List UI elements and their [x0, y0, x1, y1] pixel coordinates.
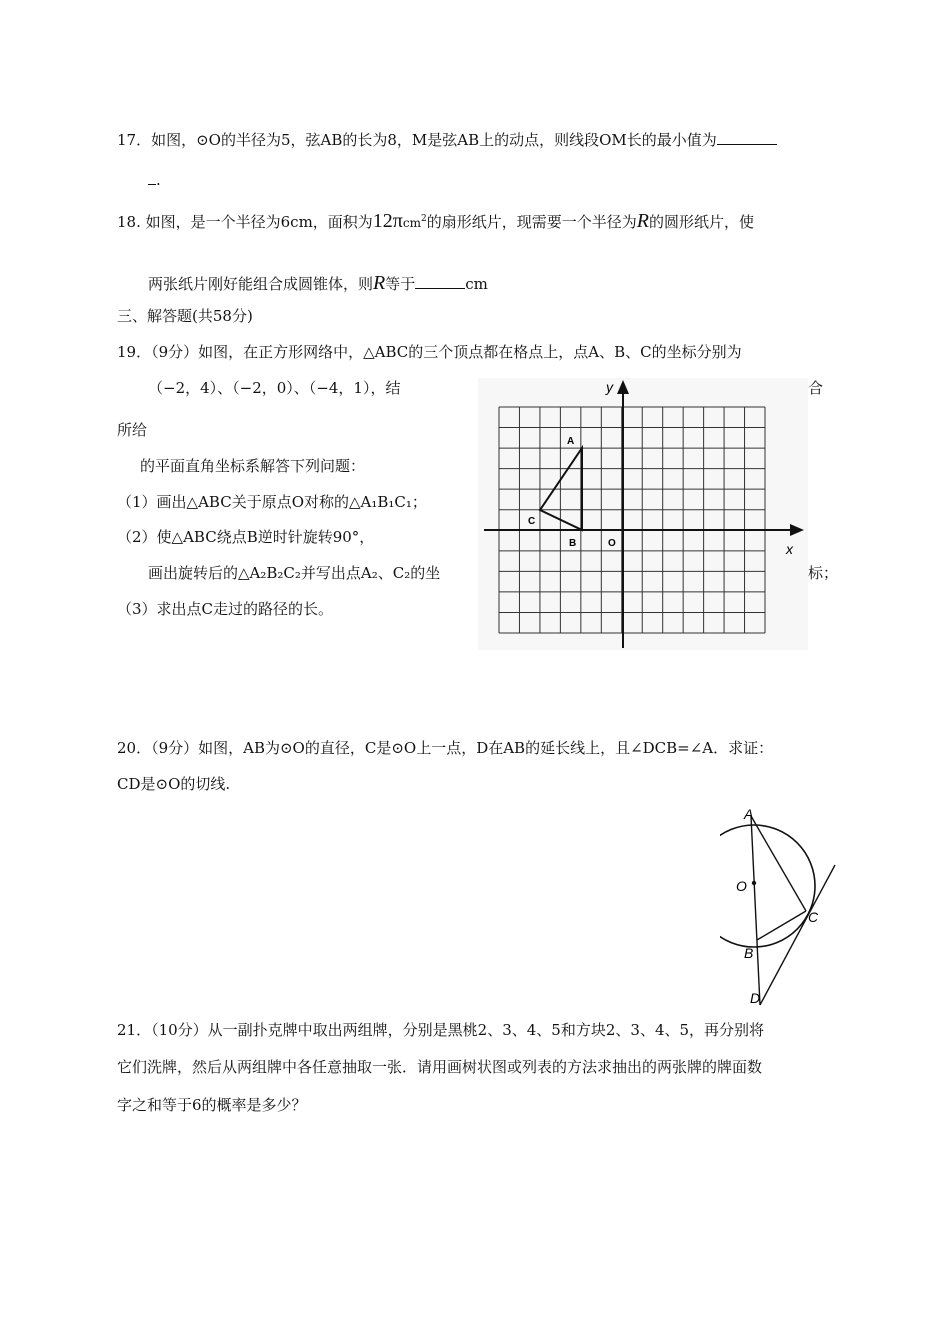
q17-answer-blank[interactable] [717, 130, 777, 145]
y-axis-label: y [606, 379, 613, 395]
q19-item2b-left: 画出旋转后的△A₂B₂C₂并写出点A₂、C₂的坐 [148, 564, 441, 582]
q18-text-c: 的圆形纸片，使 [648, 213, 754, 231]
q18-text-a: 18. 如图，是一个半径为6cm，面积为 [117, 213, 373, 231]
q19-item3: （3）求出点C走过的路径的长。 [117, 600, 334, 618]
q18-unit2: cm [465, 275, 488, 293]
q18-answer-blank[interactable] [415, 274, 465, 289]
center-dot [752, 881, 756, 885]
q17-line1 [117, 130, 777, 150]
q19-line1: 19．（9分）如图，在正方形网络中，△ABC的三个顶点都在格点上，点A、B、C的坐标分别为 [117, 343, 742, 361]
q20-line2: CD是⊙O的切线. [117, 775, 231, 793]
q20-circle-figure [720, 800, 850, 1010]
section-heading: 三、解答题(共58分) [117, 307, 253, 325]
q19-item1: （1）画出△ABC关于原点O对称的△A₁B₁C₁； [117, 493, 427, 511]
q18-text-b: 的扇形纸片，现需要一个半径为 [426, 213, 637, 231]
q17-answer-blank-cont[interactable] [148, 170, 156, 185]
fig-label-o: O [736, 878, 747, 894]
fig-label-c: C [808, 909, 819, 925]
q18-var-r: R [636, 210, 649, 232]
q17-line2 [148, 170, 161, 190]
q20-line1: 20．（9分）如图，AB为⊙O的直径，C是⊙O上一点，D在AB的延长线上，且∠DCB=∠A．求证： [117, 739, 774, 757]
q19-line2-right: 合 [808, 379, 824, 397]
chord-bc [757, 911, 806, 940]
q21-line2: 它们洗牌，然后从两组牌中各任意抽取一张．请用画树状图或列表的方法求抽出的两张牌的牌面数 [117, 1058, 763, 1076]
fig-label-a: A [744, 806, 754, 822]
q21-line1: 21．（10分）从一副扑克牌中取出两组牌，分别是黑桃2、3、4、5和方块2、3、4、5，再分别将 [117, 1021, 765, 1039]
fig-label-b: B [744, 945, 754, 961]
grid-background [478, 378, 808, 650]
q17-text: 17．如图，⊙O的半径为5，弦AB的长为8，M是弦AB上的动点，则线段OM长的最小值为 [117, 131, 717, 149]
q18-text-2a: 两张纸片刚好能组合成圆锥体，则 [148, 275, 374, 293]
label-o: O [608, 538, 616, 549]
q19-line4: 的平面直角坐标系解答下列问题： [140, 457, 366, 475]
q18-line1 [117, 205, 754, 237]
q19-grid-figure [478, 378, 808, 650]
label-a: A [567, 436, 575, 447]
label-c: C [528, 516, 536, 527]
q18-var-r2: R [373, 272, 386, 294]
q21-line3: 字之和等于6的概率是多少？ [117, 1096, 307, 1114]
line-ad [751, 816, 760, 1005]
q18-line2 [148, 270, 488, 297]
q17-tail: . [156, 171, 161, 189]
q19-line2-left: （−2，4）、（−2，0）、（−4，1），结 [148, 379, 401, 397]
x-axis-label: x [786, 541, 793, 557]
q19-item2: （2）使△ABC绕点B逆时针旋转90°， [117, 528, 375, 546]
tangent-cd [760, 865, 835, 1005]
q18-unit: cm [402, 216, 422, 230]
q18-unit-sup: 2 [421, 214, 427, 224]
q19-item2b-right: 标； [808, 564, 839, 582]
q19-line3: 所给 [117, 421, 148, 439]
q18-area-coef: 12π [372, 210, 403, 232]
label-b: B [569, 538, 577, 549]
fig-label-d: D [750, 990, 761, 1006]
q18-text-2b: 等于 [385, 275, 416, 293]
